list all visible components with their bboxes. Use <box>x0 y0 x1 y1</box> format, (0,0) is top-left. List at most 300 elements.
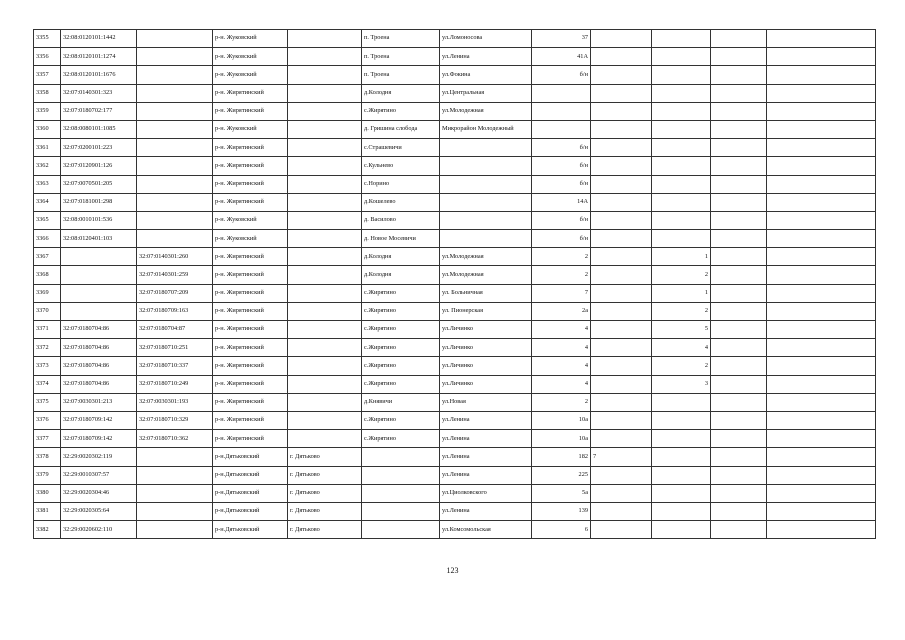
building-cell <box>591 302 652 320</box>
cadastral-number-cell: 32:29:0020305:64 <box>61 502 137 520</box>
city-cell <box>288 102 362 120</box>
empty-cell <box>711 393 767 411</box>
table-row <box>34 102 876 120</box>
parent-cadastral-number-cell <box>137 139 213 157</box>
house-number-cell: 10а <box>532 430 591 448</box>
apartment-cell <box>652 48 711 66</box>
empty-cell <box>711 339 767 357</box>
building-cell <box>591 521 652 539</box>
parent-cadastral-number-cell <box>137 521 213 539</box>
empty-cell <box>711 66 767 84</box>
building-cell <box>591 175 652 193</box>
row-number-cell: 3378 <box>34 448 61 466</box>
house-number-cell: 6 <box>532 521 591 539</box>
row-number-cell: 3362 <box>34 157 61 175</box>
street-cell: ул.Фокина <box>440 66 532 84</box>
apartment-cell <box>652 430 711 448</box>
empty-cell <box>767 302 876 320</box>
district-cell: р-н. Жирятинский <box>213 321 288 339</box>
empty-cell <box>767 321 876 339</box>
house-number-cell: 14А <box>532 193 591 211</box>
building-cell <box>591 393 652 411</box>
row-number-cell: 3377 <box>34 430 61 448</box>
empty-cell <box>711 120 767 138</box>
empty-cell <box>711 466 767 484</box>
apartment-cell: 4 <box>652 339 711 357</box>
cadastral-number-cell: 32:07:0120901:126 <box>61 157 137 175</box>
city-cell <box>288 211 362 229</box>
apartment-cell <box>652 211 711 229</box>
street-cell: ул.Ломоносова <box>440 30 532 48</box>
empty-cell <box>711 248 767 266</box>
cadastral-number-cell: 32:07:0140301:323 <box>61 84 137 102</box>
apartment-cell <box>652 230 711 248</box>
street-cell: ул. Больничная <box>440 284 532 302</box>
cadastral-number-cell: 32:08:0120101:1274 <box>61 48 137 66</box>
settlement-cell: п. Троена <box>362 30 440 48</box>
settlement-cell: п. Троена <box>362 66 440 84</box>
row-number-cell: 3363 <box>34 175 61 193</box>
table-row <box>34 339 876 357</box>
city-cell: г. Дятьково <box>288 502 362 520</box>
table-row <box>34 284 876 302</box>
empty-cell <box>767 448 876 466</box>
city-cell <box>288 139 362 157</box>
row-number-cell: 3370 <box>34 302 61 320</box>
house-number-cell: б/н <box>532 175 591 193</box>
row-number-cell: 3367 <box>34 248 61 266</box>
street-cell: ул.Личинко <box>440 321 532 339</box>
settlement-cell: с.Жирятино <box>362 339 440 357</box>
district-cell: р-н. Жирятинский <box>213 139 288 157</box>
building-cell <box>591 321 652 339</box>
row-number-cell: 3375 <box>34 393 61 411</box>
cadastral-number-cell: 32:08:0010101:536 <box>61 211 137 229</box>
parent-cadastral-number-cell <box>137 120 213 138</box>
apartment-cell: 1 <box>652 284 711 302</box>
apartment-cell: 3 <box>652 375 711 393</box>
street-cell: ул.Комсомольская <box>440 521 532 539</box>
cadastral-number-cell <box>61 284 137 302</box>
empty-cell <box>767 266 876 284</box>
apartment-cell <box>652 393 711 411</box>
empty-cell <box>711 266 767 284</box>
street-cell: ул.Молодежная <box>440 102 532 120</box>
street-cell: ул.Молодежная <box>440 248 532 266</box>
table-row <box>34 120 876 138</box>
apartment-cell <box>652 411 711 429</box>
street-cell: ул.Ленина <box>440 502 532 520</box>
cadastral-number-cell: 32:07:0180709:142 <box>61 430 137 448</box>
parent-cadastral-number-cell <box>137 30 213 48</box>
table-row <box>34 266 876 284</box>
district-cell: р-н. Жирятинский <box>213 430 288 448</box>
cadastral-number-cell: 32:07:0180704:86 <box>61 321 137 339</box>
settlement-cell <box>362 502 440 520</box>
street-cell: ул.Ленина <box>440 48 532 66</box>
empty-cell <box>711 84 767 102</box>
parent-cadastral-number-cell: 32:07:0180710:362 <box>137 430 213 448</box>
building-cell <box>591 66 652 84</box>
building-cell <box>591 466 652 484</box>
street-cell: ул.Центральная <box>440 84 532 102</box>
street-cell: ул.Ленина <box>440 430 532 448</box>
cadastral-number-cell: 32:29:0020302:119 <box>61 448 137 466</box>
empty-cell <box>711 448 767 466</box>
house-number-cell: 2 <box>532 393 591 411</box>
empty-cell <box>767 284 876 302</box>
cadastral-number-cell: 32:07:0070501:205 <box>61 175 137 193</box>
empty-cell <box>711 157 767 175</box>
table-row <box>34 393 876 411</box>
table-row <box>34 193 876 211</box>
house-number-cell: 4 <box>532 339 591 357</box>
settlement-cell: с.Жирятино <box>362 302 440 320</box>
house-number-cell: 2 <box>532 266 591 284</box>
house-number-cell: 2 <box>532 248 591 266</box>
parent-cadastral-number-cell <box>137 84 213 102</box>
cadastral-number-cell: 32:08:0120401:103 <box>61 230 137 248</box>
empty-cell <box>711 521 767 539</box>
settlement-cell: п. Троена <box>362 48 440 66</box>
empty-cell <box>711 357 767 375</box>
cadastral-number-cell: 32:08:0120101:1676 <box>61 66 137 84</box>
parent-cadastral-number-cell <box>137 448 213 466</box>
empty-cell <box>767 484 876 502</box>
empty-cell <box>711 284 767 302</box>
empty-cell <box>767 157 876 175</box>
district-cell: р-н. Жирятинский <box>213 175 288 193</box>
district-cell: р-н. Жирятинский <box>213 411 288 429</box>
district-cell: р-н.Дятьковский <box>213 484 288 502</box>
street-cell: ул.Личинко <box>440 339 532 357</box>
city-cell <box>288 339 362 357</box>
city-cell: г. Дятьково <box>288 466 362 484</box>
row-number-cell: 3371 <box>34 321 61 339</box>
cadastral-number-cell: 32:29:0010307:57 <box>61 466 137 484</box>
city-cell <box>288 375 362 393</box>
table-row <box>34 211 876 229</box>
apartment-cell <box>652 66 711 84</box>
district-cell: р-н. Жуковский <box>213 66 288 84</box>
building-cell <box>591 266 652 284</box>
empty-cell <box>711 411 767 429</box>
empty-cell <box>767 230 876 248</box>
house-number-cell: 4 <box>532 375 591 393</box>
empty-cell <box>711 484 767 502</box>
district-cell: р-н. Жирятинский <box>213 302 288 320</box>
building-cell <box>591 193 652 211</box>
house-number-cell: б/н <box>532 139 591 157</box>
empty-cell <box>767 466 876 484</box>
district-cell: р-н. Жирятинский <box>213 357 288 375</box>
empty-cell <box>767 393 876 411</box>
empty-cell <box>767 411 876 429</box>
table-row <box>34 448 876 466</box>
parent-cadastral-number-cell <box>137 157 213 175</box>
parent-cadastral-number-cell: 32:07:0180710:329 <box>137 411 213 429</box>
settlement-cell: д.Колодня <box>362 84 440 102</box>
empty-cell <box>767 339 876 357</box>
empty-cell <box>767 102 876 120</box>
apartment-cell: 2 <box>652 302 711 320</box>
house-number-cell: б/н <box>532 230 591 248</box>
building-cell <box>591 411 652 429</box>
city-cell <box>288 357 362 375</box>
street-cell: ул.Новая <box>440 393 532 411</box>
empty-cell <box>711 102 767 120</box>
table-row <box>34 230 876 248</box>
cadastral-number-cell: 32:07:0180704:86 <box>61 375 137 393</box>
settlement-cell: с.Жирятино <box>362 430 440 448</box>
table-row <box>34 375 876 393</box>
empty-cell <box>767 139 876 157</box>
settlement-cell: д. Василово <box>362 211 440 229</box>
table-row <box>34 430 876 448</box>
city-cell <box>288 248 362 266</box>
district-cell: р-н. Жирятинский <box>213 157 288 175</box>
cadastral-number-cell <box>61 302 137 320</box>
settlement-cell <box>362 484 440 502</box>
apartment-cell <box>652 466 711 484</box>
empty-cell <box>767 502 876 520</box>
city-cell <box>288 302 362 320</box>
table-row <box>34 157 876 175</box>
city-cell <box>288 193 362 211</box>
row-number-cell: 3358 <box>34 84 61 102</box>
building-cell <box>591 484 652 502</box>
empty-cell <box>767 521 876 539</box>
parent-cadastral-number-cell: 32:07:0180704:87 <box>137 321 213 339</box>
cadastral-number-cell: 32:07:0180702:177 <box>61 102 137 120</box>
apartment-cell: 1 <box>652 248 711 266</box>
street-cell: ул.Ленина <box>440 466 532 484</box>
empty-cell <box>767 357 876 375</box>
district-cell: р-н.Дятьковский <box>213 521 288 539</box>
cadastral-number-cell: 32:29:0020602:110 <box>61 521 137 539</box>
city-cell <box>288 84 362 102</box>
empty-cell <box>767 120 876 138</box>
row-number-cell: 3355 <box>34 30 61 48</box>
empty-cell <box>711 30 767 48</box>
apartment-cell <box>652 30 711 48</box>
settlement-cell <box>362 466 440 484</box>
empty-cell <box>767 193 876 211</box>
house-number-cell: 4 <box>532 321 591 339</box>
house-number-cell <box>532 102 591 120</box>
cadastral-number-cell: 32:29:0020304:46 <box>61 484 137 502</box>
empty-cell <box>711 430 767 448</box>
street-cell <box>440 175 532 193</box>
district-cell: р-н. Жирятинский <box>213 193 288 211</box>
row-number-cell: 3372 <box>34 339 61 357</box>
settlement-cell: д.Колодня <box>362 248 440 266</box>
street-cell: ул. Пионерская <box>440 302 532 320</box>
row-number-cell: 3364 <box>34 193 61 211</box>
table-row <box>34 302 876 320</box>
cadastral-number-cell: 32:07:0200101:223 <box>61 139 137 157</box>
house-number-cell: 225 <box>532 466 591 484</box>
row-number-cell: 3376 <box>34 411 61 429</box>
city-cell <box>288 284 362 302</box>
cadastral-number-cell: 32:07:0180704:86 <box>61 357 137 375</box>
district-cell: р-н. Жуковский <box>213 230 288 248</box>
empty-cell <box>711 48 767 66</box>
city-cell <box>288 175 362 193</box>
street-cell <box>440 157 532 175</box>
building-cell <box>591 357 652 375</box>
settlement-cell: д. Новое Мосевичи <box>362 230 440 248</box>
settlement-cell: д. Гришина слобода <box>362 120 440 138</box>
building-cell <box>591 102 652 120</box>
parent-cadastral-number-cell <box>137 193 213 211</box>
building-cell <box>591 230 652 248</box>
building-cell <box>591 139 652 157</box>
city-cell <box>288 266 362 284</box>
parent-cadastral-number-cell <box>137 211 213 229</box>
building-cell <box>591 284 652 302</box>
building-cell <box>591 502 652 520</box>
street-cell: ул.Молодежная <box>440 266 532 284</box>
house-number-cell: 37 <box>532 30 591 48</box>
city-cell <box>288 393 362 411</box>
house-number-cell <box>532 120 591 138</box>
row-number-cell: 3381 <box>34 502 61 520</box>
empty-cell <box>767 248 876 266</box>
table-row <box>34 248 876 266</box>
parent-cadastral-number-cell: 32:07:0030301:193 <box>137 393 213 411</box>
settlement-cell: с.Страшевичи <box>362 139 440 157</box>
city-cell <box>288 120 362 138</box>
parent-cadastral-number-cell: 32:07:0140301:259 <box>137 266 213 284</box>
district-cell: р-н. Жирятинский <box>213 248 288 266</box>
parent-cadastral-number-cell: 32:07:0180707:209 <box>137 284 213 302</box>
parent-cadastral-number-cell <box>137 230 213 248</box>
district-cell: р-н. Жуковский <box>213 120 288 138</box>
row-number-cell: 3380 <box>34 484 61 502</box>
row-number-cell: 3359 <box>34 102 61 120</box>
district-cell: р-н.Дятьковский <box>213 448 288 466</box>
row-number-cell: 3360 <box>34 120 61 138</box>
table-row <box>34 66 876 84</box>
parent-cadastral-number-cell: 32:07:0180710:337 <box>137 357 213 375</box>
house-number-cell: 139 <box>532 502 591 520</box>
city-cell <box>288 321 362 339</box>
empty-cell <box>767 84 876 102</box>
parent-cadastral-number-cell <box>137 466 213 484</box>
table-row <box>34 48 876 66</box>
city-cell <box>288 48 362 66</box>
empty-cell <box>711 211 767 229</box>
row-number-cell: 3382 <box>34 521 61 539</box>
empty-cell <box>767 66 876 84</box>
house-number-cell: 2а <box>532 302 591 320</box>
house-number-cell: б/н <box>532 157 591 175</box>
parent-cadastral-number-cell: 32:07:0180710:249 <box>137 375 213 393</box>
parent-cadastral-number-cell <box>137 502 213 520</box>
cadastral-number-cell <box>61 266 137 284</box>
street-cell: ул.Личинко <box>440 375 532 393</box>
settlement-cell: с.Жирятино <box>362 321 440 339</box>
building-cell <box>591 430 652 448</box>
cadastral-number-cell: 32:07:0180704:86 <box>61 339 137 357</box>
empty-cell <box>711 175 767 193</box>
city-cell: г. Дятьково <box>288 448 362 466</box>
settlement-cell <box>362 448 440 466</box>
district-cell: р-н. Жуковский <box>213 30 288 48</box>
street-cell <box>440 211 532 229</box>
parent-cadastral-number-cell: 32:07:0180710:251 <box>137 339 213 357</box>
settlement-cell: с.Жирятино <box>362 102 440 120</box>
district-cell: р-н. Жуковский <box>213 48 288 66</box>
street-cell: ул.Личинко <box>440 357 532 375</box>
street-cell: ул.Ленина <box>440 411 532 429</box>
house-number-cell: 4 <box>532 357 591 375</box>
table-row <box>34 175 876 193</box>
row-number-cell: 3379 <box>34 466 61 484</box>
apartment-cell <box>652 157 711 175</box>
building-cell <box>591 375 652 393</box>
city-cell <box>288 66 362 84</box>
apartment-cell <box>652 139 711 157</box>
apartment-cell <box>652 484 711 502</box>
house-number-cell: б/н <box>532 211 591 229</box>
row-number-cell: 3369 <box>34 284 61 302</box>
empty-cell <box>711 321 767 339</box>
empty-cell <box>767 30 876 48</box>
district-cell: р-н.Дятьковский <box>213 466 288 484</box>
house-number-cell <box>532 84 591 102</box>
row-number-cell: 3356 <box>34 48 61 66</box>
district-cell: р-н. Жирятинский <box>213 84 288 102</box>
city-cell <box>288 30 362 48</box>
table-row <box>34 502 876 520</box>
empty-cell <box>767 48 876 66</box>
building-cell <box>591 339 652 357</box>
empty-cell <box>767 430 876 448</box>
building-cell <box>591 84 652 102</box>
parent-cadastral-number-cell: 32:07:0140301:260 <box>137 248 213 266</box>
table-row <box>34 466 876 484</box>
table-row <box>34 30 876 48</box>
empty-cell <box>767 375 876 393</box>
apartment-cell: 2 <box>652 357 711 375</box>
empty-cell <box>711 139 767 157</box>
district-cell: р-н. Жирятинский <box>213 266 288 284</box>
empty-cell <box>767 175 876 193</box>
row-number-cell: 3357 <box>34 66 61 84</box>
row-number-cell: 3373 <box>34 357 61 375</box>
street-cell <box>440 193 532 211</box>
house-number-cell: б/н <box>532 66 591 84</box>
settlement-cell: с.Жирятино <box>362 411 440 429</box>
cadastral-number-cell: 32:08:0120101:1442 <box>61 30 137 48</box>
table-row <box>34 357 876 375</box>
city-cell <box>288 157 362 175</box>
district-cell: р-н. Жирятинский <box>213 393 288 411</box>
settlement-cell: с.Жирятино <box>362 284 440 302</box>
table-row <box>34 411 876 429</box>
parent-cadastral-number-cell <box>137 102 213 120</box>
city-cell <box>288 230 362 248</box>
table-row <box>34 484 876 502</box>
street-cell <box>440 230 532 248</box>
cadastral-number-cell <box>61 248 137 266</box>
apartment-cell <box>652 502 711 520</box>
empty-cell <box>711 375 767 393</box>
apartment-cell <box>652 84 711 102</box>
settlement-cell: с.Кульнево <box>362 157 440 175</box>
